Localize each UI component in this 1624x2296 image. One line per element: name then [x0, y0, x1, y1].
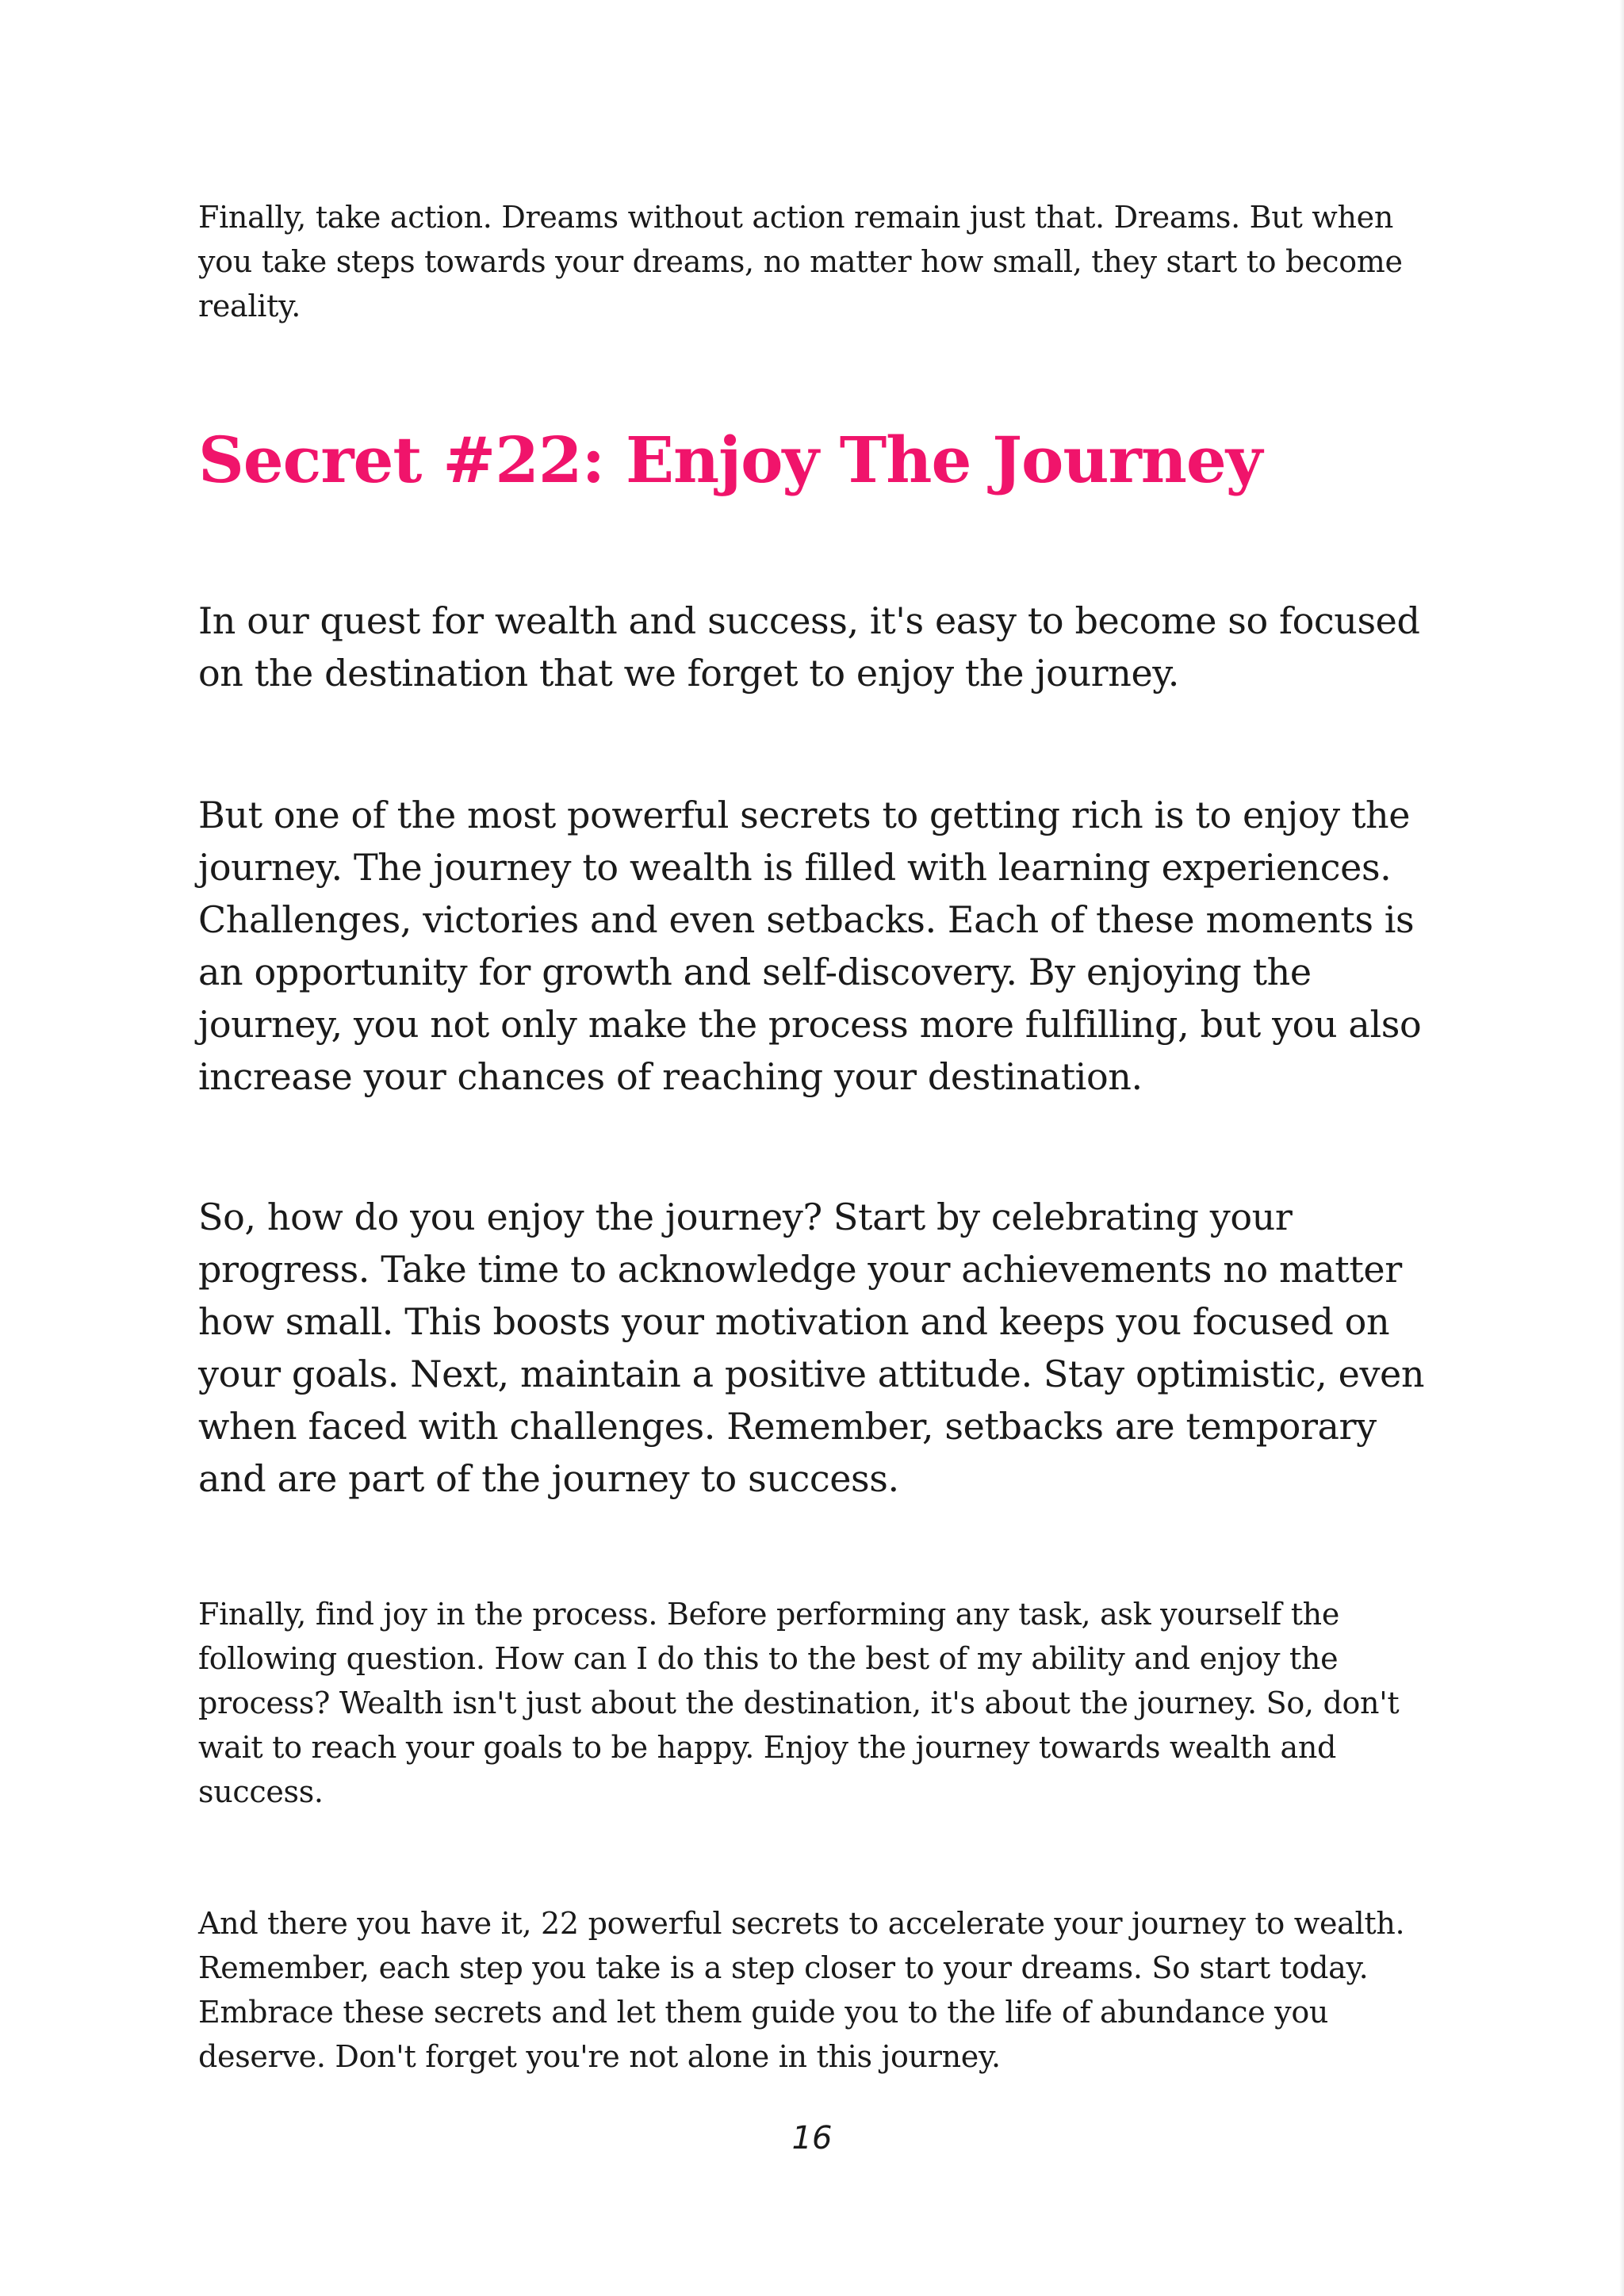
paragraph-how-to-enjoy: So, how do you enjoy the journey? Start by celebrating your progress. Take time to acknowledge your achievements no matter how small. This boosts your motivation and keeps you focused on your goals. Next, maintain a positive attitude. Stay optimistic, even when faced with challenges. Remember, setbacks are temporary and are part of the journey to success.	[198, 1196, 1425, 1500]
paragraph-take-action: Finally, take action. Dreams without action remain just that. Dreams. But when you take steps towards your dreams, no matter how small, they start to become reality.	[198, 200, 1403, 323]
paragraph-quest-for-wealth: In our quest for wealth and success, it's easy to become so focused on the destination that we forget to enjoy the journey.	[198, 599, 1420, 695]
section-heading: Secret #22: Enjoy The Journey	[198, 423, 1262, 497]
paragraph-powerful-secret: But one of the most powerful secrets to getting rich is to enjoy the journey. The journey to wealth is filled with learning experiences. Challenges, victories and even setbacks. Each of these moments is an opportunity for growth and self-discovery. By enjoying the journey, you not only make the process more fulfilling, but you also increase your chances of reaching your destination.	[198, 794, 1422, 1098]
paragraph-find-joy: Finally, find joy in the process. Before performing any task, ask yourself the following question. How can I do this to the best of my ability and enjoy the process? Wealth isn't just about the destination, it's about the journey. So, don't wait to reach your goals to be happy. Enjoy the journey towards wealth and success.	[198, 1597, 1400, 1809]
page-edge-shadow	[1619, 0, 1624, 2296]
page-number: 16	[791, 2120, 833, 2156]
paragraph-conclusion: And there you have it, 22 powerful secrets to accelerate your journey to wealth. Remember, each step you take is a step closer to your dreams. So start today. Embrace these secrets and let them guide you to the life of abundance you deserve. Don't forget you're not alone in this journey.	[198, 1906, 1405, 2074]
